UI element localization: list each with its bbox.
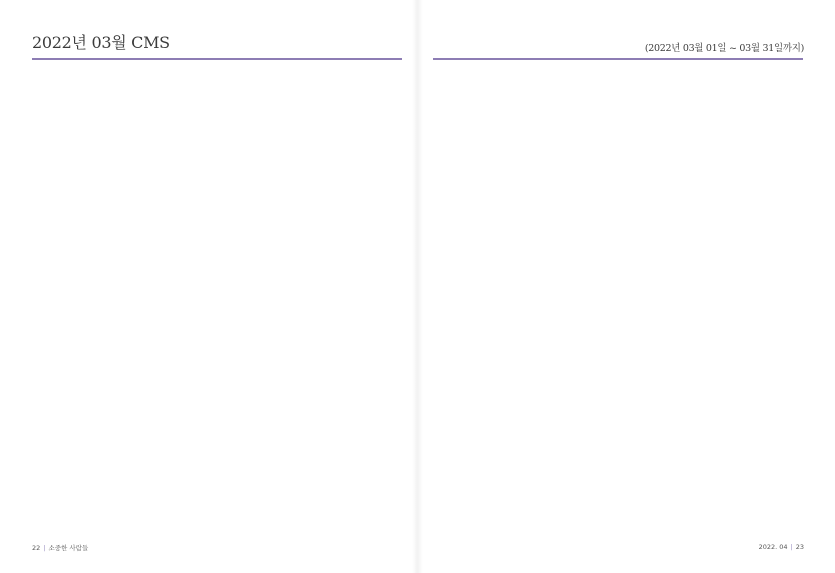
footer-left (32, 543, 88, 552)
period-range: (2022년 03월 01일 ~ 03월 31일까지) (644, 43, 804, 54)
footer-separator: | (43, 544, 46, 552)
footer-date: 2022. 04 (758, 543, 788, 551)
header-rule-right (433, 58, 803, 60)
footer-label: 소중한 사람들 (48, 544, 89, 552)
page-title: 2022년 03월 CMS (32, 33, 170, 52)
page-number-left: 22 (32, 544, 41, 552)
header-rule-left (32, 58, 402, 60)
footer-right (759, 543, 804, 551)
book-gutter (412, 0, 423, 573)
footer-separator: | (790, 543, 793, 551)
page-number-right: 23 (795, 543, 804, 551)
